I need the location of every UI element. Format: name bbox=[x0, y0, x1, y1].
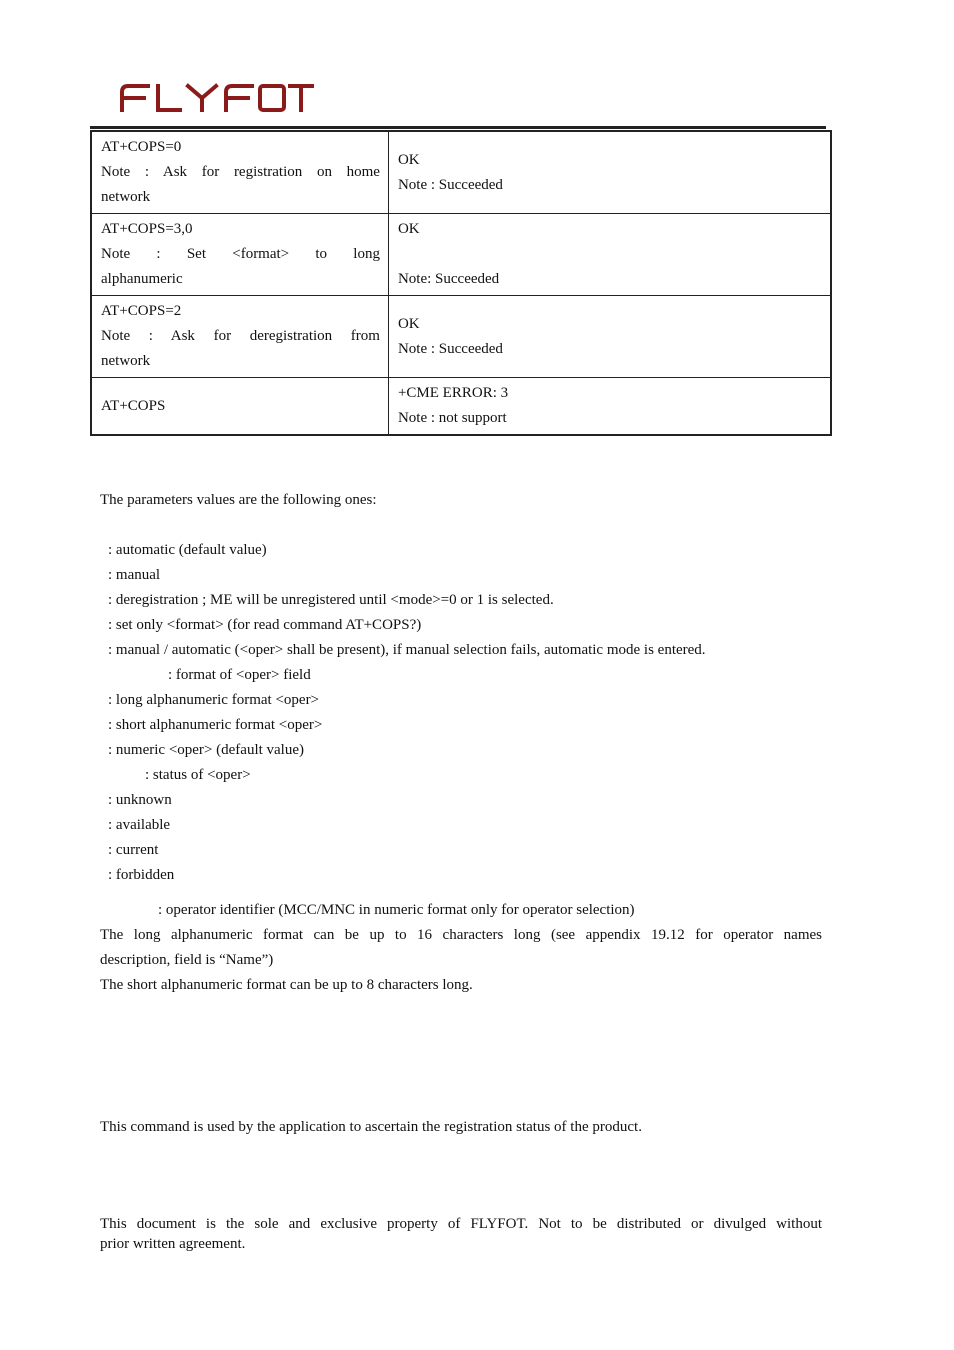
command-text: AT+COPS=0 bbox=[101, 139, 182, 155]
table-row bbox=[91, 378, 831, 436]
command-note: Note : Ask for registration on home bbox=[101, 164, 380, 180]
stat-item: : current bbox=[108, 842, 159, 858]
command-note-cont: network bbox=[101, 189, 151, 205]
mode-item: : manual / automatic (<oper> shall be present), if manual selection fails, automatic mode is entered. bbox=[108, 642, 706, 658]
params-intro: The parameters values are the following ones: bbox=[100, 492, 377, 508]
long-format-line-1: The long alphanumeric format can be up to 16 characters long (see appendix 19.12 for operator names bbox=[100, 927, 822, 943]
response-note: Note : Succeeded bbox=[397, 340, 503, 357]
command-cell bbox=[91, 378, 388, 436]
footer-line-2: prior written agreement. bbox=[100, 1236, 246, 1252]
format-label: : format of <oper> field bbox=[168, 667, 311, 683]
format-item: : short alphanumeric format <oper> bbox=[108, 717, 323, 733]
response-cell bbox=[388, 378, 831, 436]
command-text: AT+COPS=3,0 bbox=[101, 221, 193, 237]
command-table bbox=[90, 130, 832, 436]
command-cell bbox=[91, 296, 388, 378]
mode-item: : manual bbox=[108, 567, 161, 583]
mode-item: : deregistration ; ME will be unregistered until <mode>=0 or 1 is selected. bbox=[108, 592, 554, 608]
response-text: OK bbox=[397, 221, 420, 237]
response-text: OK bbox=[397, 151, 420, 168]
response-note: Note : Succeeded bbox=[397, 176, 503, 193]
footer-line-1: This document is the sole and exclusive property of FLYFOT. Not to be distributed or divulged without bbox=[100, 1216, 822, 1232]
table-row bbox=[91, 131, 831, 214]
long-format-line-2: description, field is “Name”) bbox=[100, 952, 274, 968]
command-note-cont: alphanumeric bbox=[101, 271, 183, 287]
command-cell bbox=[91, 131, 388, 214]
response-cell bbox=[388, 296, 831, 378]
command-note-cont: network bbox=[101, 353, 151, 369]
footer-notice bbox=[100, 1214, 822, 1254]
mode-item: : automatic (default value) bbox=[108, 542, 267, 558]
stat-item: : available bbox=[108, 817, 171, 833]
short-format-text: The short alphanumeric format can be up to 8 characters long. bbox=[100, 977, 473, 993]
response-note: Note : not support bbox=[397, 410, 507, 426]
format-item: : numeric <oper> (default value) bbox=[108, 742, 305, 758]
command-note: Note : Ask for deregistration from bbox=[101, 328, 380, 344]
command-text: AT+COPS=2 bbox=[101, 303, 182, 319]
response-text: OK bbox=[397, 315, 420, 332]
flyfot-logo bbox=[118, 80, 314, 114]
oper-label: : operator identifier (MCC/MNC in numeric format only for operator selection) bbox=[158, 902, 635, 918]
command-cell bbox=[91, 214, 388, 296]
response-text: +CME ERROR: 3 bbox=[397, 385, 509, 401]
creg-description: This command is used by the application to ascertain the registration status of the product. bbox=[100, 1119, 642, 1135]
stat-label: : status of <oper> bbox=[145, 767, 251, 783]
table-row bbox=[91, 214, 831, 296]
table-row bbox=[91, 296, 831, 378]
stat-item: : unknown bbox=[108, 792, 172, 808]
response-cell bbox=[388, 131, 831, 214]
header-rule bbox=[90, 126, 826, 129]
command-text: AT+COPS bbox=[101, 397, 166, 414]
response-note: Note: Succeeded bbox=[397, 271, 500, 287]
response-cell bbox=[388, 214, 831, 296]
mode-item: : set only <format> (for read command AT+COPS?) bbox=[108, 617, 422, 633]
format-item: : long alphanumeric format <oper> bbox=[108, 692, 320, 708]
long-format-paragraph bbox=[100, 923, 822, 973]
command-note: Note : Set <format> to long bbox=[101, 246, 380, 262]
stat-item: : forbidden bbox=[108, 867, 175, 883]
